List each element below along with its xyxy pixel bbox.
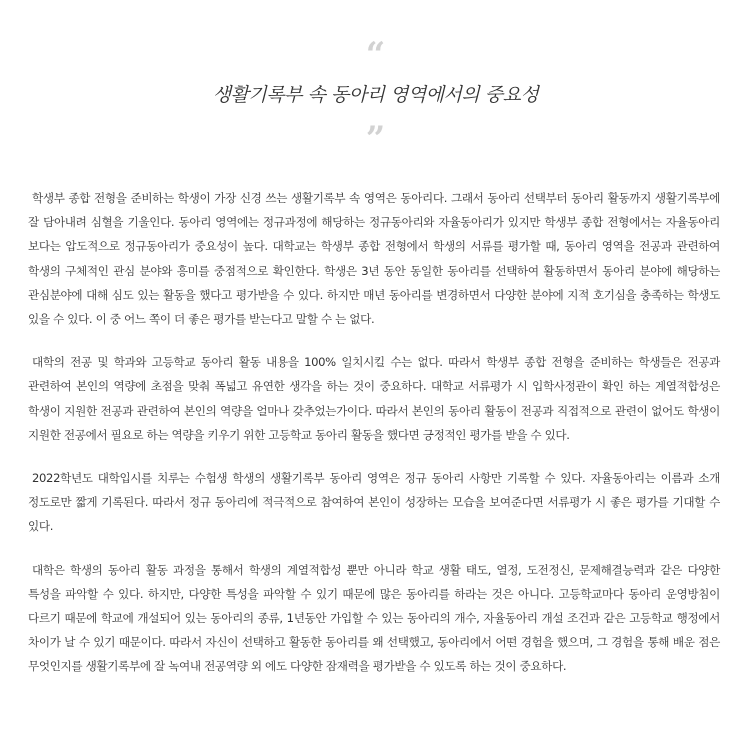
article-body bbox=[28, 186, 720, 698]
paragraph-3: 2022학년도 대학입시를 치루는 수험생 학생의 생활기록부 동아리 영역은 정규 동아리 사항만 기록할 수 있다. 자율동아리는 이름과 소개 정도로만 짧게 기록된다. 따라서 정규 동아리에 적극적으로 참여하여 본인이 성장하는 모습을 보여준다면 서류평가 시 좋은 평가를 기대할 수 있다. bbox=[28, 471, 720, 534]
article-title: 생활기록부 속 동아리 영역에서의 중요성 bbox=[212, 84, 539, 106]
close-quote-icon: ” bbox=[365, 119, 386, 159]
paragraph-2: 대학의 전공 및 학과와 고등학교 동아리 활동 내용을 100% 일치시킬 수는 없다. 따라서 학생부 종합 전형을 준비하는 학생들은 전공과 관련하여 본인의 역량에 초점을 맞춰 폭넓고 유연한 생각을 하는 것이 중요하다. 대학교 서류평가 시 입학사정관이 확인 하는 계열적합성은 학생이 지원한 전공과 관련하여 본인의 역량을 얼마나 갖추었는가이다. 따라서 본인의 동아리 활동이 전공과 직접적으로 관련이 없어도 학생이 지원한 전공에서 필요로 하는 역량을 키우기 위한 고등학교 동아리 활동을 했다면 긍정적인 평가를 받을 수 있다. bbox=[28, 355, 720, 442]
open-quote-icon: “ bbox=[365, 35, 386, 75]
paragraph-4: 대학은 학생의 동아리 활동 과정을 통해서 학생의 계열적합성 뿐만 아니라 학교 생활 태도, 열정, 도전정신, 문제해결능력과 같은 다양한 특성을 파악할 수 있다. 하지만, 다양한 특성을 파악할 수 있기 때문에 많은 동아리를 하라는 것은 아니다. 고등학교마다 동아리 운영방침이 다르기 때문에 학교에 개설되어 있는 동아리의 종류, 1년동안 가입할 수 있는 동아리의 개수, 자율동아리 개설 조건과 같은 고등학교 행정에서 차이가 날 수 있기 때문이다. 따라서 자신이 선택하고 활동한 동아리를 왜 선택했고, 동아리에서 어떤 경험을 했으며, 그 경험을 통해 배운 점은 무엇인지를 생활기록부에 잘 녹여내 전공역량 외 에도 다양한 잠재력을 평가받을 수 있도록 하는 것이 중요하다. bbox=[28, 562, 720, 674]
paragraph-1: 학생부 종합 전형을 준비하는 학생이 가장 신경 쓰는 생활기록부 속 영역은 동아리다. 그래서 동아리 선택부터 동아리 활동까지 생활기록부에 잘 담아내려 심혈을 기울인다. 동아리 영역에는 정규과정에 해당하는 정규동아리와 자율동아리가 있지만 학생부 종합 전형에서는 자율동아리 보다는 압도적으로 정규동아리가 중요성이 높다. 대학교는 학생부 종합 전형에서 학생의 서류를 평가할 때, 동아리 영역을 전공과 관련하여 학생의 구체적인 관심 분야와 흥미를 중점적으로 확인한다. 학생은 3년 동안 동일한 동아리를 선택하여 활동하면서 동아리 분야에 해당하는 관심분야에 대해 심도 있는 활동을 했다고 평가받을 수 있다. 하지만 매년 동아리를 변경하면서 다양한 분야에 지적 호기심을 충족하는 학생도 있을 수 있다. 이 중 어느 쪽이 더 좋은 평가를 받는다고 말할 수 는 없다. bbox=[28, 191, 720, 327]
